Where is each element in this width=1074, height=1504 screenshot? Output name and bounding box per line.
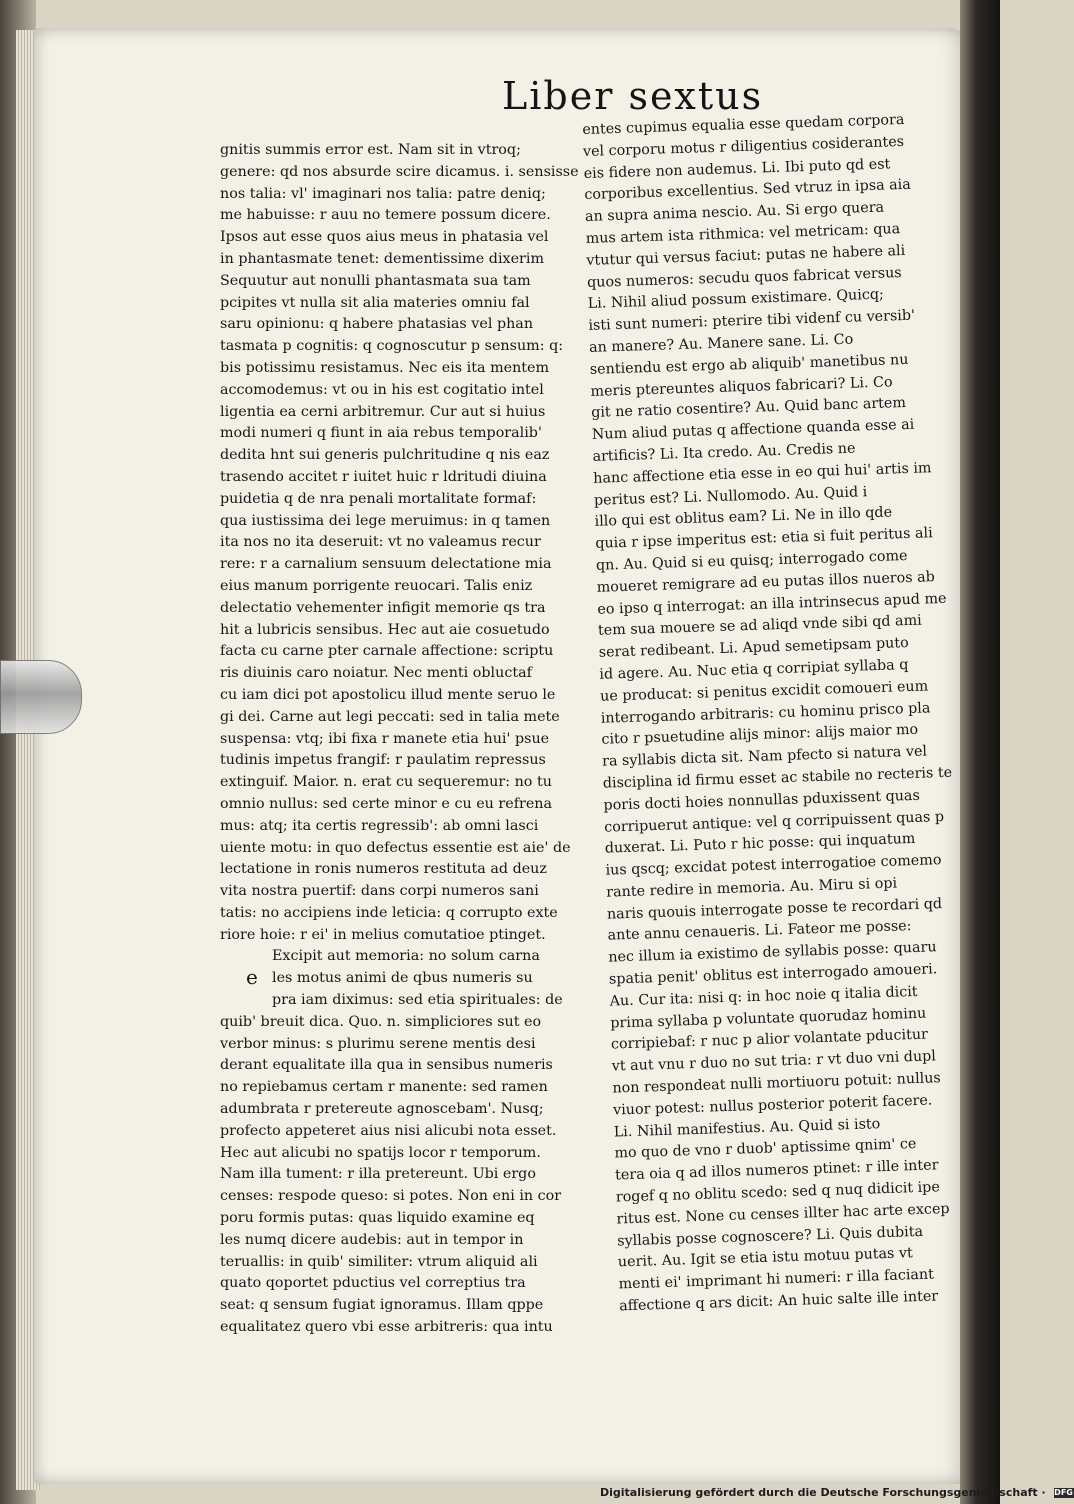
text-line: Num aliud putas q affectione quanda esse ai (591, 416, 915, 443)
text-line: git ne ratio cosentire? Au. Quid banc artem (590, 395, 907, 422)
text-line: rere: r a carnalium sensuum delectatione mia (220, 556, 552, 573)
text-line: quos numeros: secudu quos fabricat versus (586, 264, 902, 291)
text-line: ius qscq; excidat potest interrogatioe comemo (605, 852, 942, 879)
text-line: adumbrata r pretereute agnoscebam'. Nusq; (220, 1101, 544, 1118)
text-line: censes: respode queso: si potes. Non eni in cor (220, 1188, 562, 1205)
text-line: poru formis putas: quas liquido examine eq (220, 1210, 535, 1227)
text-line: Sequutur aut nonulli phantasmata sua tam (220, 272, 531, 289)
text-line: prima syllaba p voluntate quorudaz hominu (610, 1005, 927, 1032)
text-line: mus: atq; ita certis regressib': ab omni lasci (220, 817, 539, 834)
text-line: saru opinionu: q habere phatasias vel phan (220, 316, 534, 333)
text-line: hanc affectione etia esse in eo qui hui' artis im (593, 459, 932, 487)
text-line: disciplina id firmu esset ac stabile no recteris te (602, 764, 953, 792)
text-line: affectione q ars dicit: An huic salte ille inter (619, 1288, 939, 1315)
text-line: Au. Cur ita: nisi q: in hoc noie q italia dicit (609, 983, 918, 1010)
text-line: nos talia: vl' imaginari nos talia: patre deniq; (220, 185, 546, 202)
text-line: uerit. Au. Igit se etia istu motuu putas vt (617, 1245, 914, 1271)
text-line: uiente motu: in quo defectus essentie est aie' de (220, 839, 571, 856)
text-line: gnitis summis error est. Nam sit in vtroq; (220, 142, 521, 158)
text-line: suspensa: vtq; ibi fixa r manete etia hui' psue (220, 730, 550, 747)
text-line: artificis? Li. Ita credo. Au. Credis ne (592, 440, 856, 465)
text-line: les motus animi de qbus numeris su (272, 970, 533, 987)
text-line: illo qui est oblitus eam? Li. Ne in illo qde (594, 504, 893, 531)
text-line: eius manum porrigente reuocari. Talis eniz (220, 577, 533, 594)
text-line: id agere. Au. Nuc etia q corripiat syllaba q (599, 656, 909, 683)
text-line: ligentia ea cerni arbitremur. Cur aut si huius (220, 403, 546, 420)
text-line: verbor minus: s plurimu serene mentis desi (220, 1035, 536, 1052)
text-line: meris ptereuntes aliquos fabricari? Li. Co (590, 373, 893, 400)
text-line: duxerat. Li. Puto r hic posse: qui inquatum (604, 831, 916, 857)
text-line: syllabis posse cognoscere? Li. Quis dubita (616, 1223, 924, 1250)
text-line: isti sunt numeri: pterire tibi videnf cu versib' (588, 307, 916, 335)
text-line: trasendo accitet r iuitet huic r ldritudi diuina (220, 468, 547, 485)
text-line: qn. Au. Quid si eu quisq; interrogado come (595, 547, 908, 574)
text-line: Excipit aut memoria: no solum carna (272, 948, 540, 965)
text-line: tasmata p cognitis: q cognoscutur p sensum: q: (220, 338, 564, 355)
text-line: omnio nullus: sed certe minor e cu eu refrena (220, 795, 553, 812)
text-line: lectatione in ronis numeros restituta ad deuz (220, 861, 547, 878)
text-line: poris docti hoies nonnullas pduxissent quas (603, 787, 921, 814)
text-line: puidetia q de nra penali mortalitate formaf: (220, 490, 537, 507)
text-line: quato qoportet pductius vel correptius tra (220, 1275, 526, 1292)
text-line: non respondeat nulli mortiuoru potuit: nullus (612, 1070, 942, 1097)
text-line: dedita hnt sui generis pulchritudine q nis eaz (220, 447, 550, 464)
text-line: rante redire in memoria. Au. Miru si opi (606, 875, 898, 901)
text-line: qua iustissima dei lege meruimus: in q tamen (220, 512, 551, 529)
text-line: Hec aut alicubi no spatijs locor r temporum. (220, 1144, 541, 1161)
text-line: cito r psuetudine alijs minor: alijs maior mo (601, 722, 919, 749)
text-line: serat redibeant. Li. Apud semetipsam puto (598, 635, 909, 661)
text-line: seat: q sensum fugiat ignoramus. Illam qppe (220, 1297, 544, 1314)
text-line: teruallis: in quib' similiter: vtrum aliquid ali (220, 1253, 538, 1270)
text-line: accomodemus: vt ou in his est cogitatio intel (220, 381, 544, 398)
text-line: peritus est? Li. Nullomodo. Au. Quid i (593, 483, 868, 509)
text-line: rogef q no oblitu scedo: sed q nuq didicit ipe (615, 1179, 941, 1206)
text-line: pra iam diximus: sed etia spirituales: de (272, 992, 563, 1009)
text-line: ante annu cenaueris. Li. Fateor me posse: (607, 918, 912, 945)
text-line: gi dei. Carne aut legi peccati: sed in talia mete (220, 708, 560, 725)
text-line: quib' breuit dica. Quo. n. simpliciores sut eo (220, 1013, 542, 1030)
text-line: facta cu carne pter carnale affectione: scriptu (220, 643, 554, 660)
text-line: no repiebamus certam r manente: sed ramen (220, 1079, 548, 1096)
text-line: extinguif. Maior. n. erat cu sequeremur: no tu (220, 774, 552, 791)
text-line: Li. Nihil aliud possum existimare. Quicq; (587, 286, 885, 313)
text-line: me habuisse: r auu no temere possum dicere. (220, 207, 551, 224)
text-line: ritus est. None cu censes illter hac arte excep (616, 1200, 950, 1228)
text-line: profecto appeteret aius nisi alicubi nota esset. (220, 1122, 557, 1139)
text-column-right (582, 109, 972, 1315)
section-initial: e (246, 965, 258, 990)
text-line: pcipites vt nulla sit alia materies omniu fal (220, 294, 530, 311)
text-line: tera oia q ad illos numeros ptinet: r ille inter (614, 1157, 939, 1184)
text-line: an manere? Au. Manere sane. Li. Co (588, 331, 854, 356)
text-line: entes cupimus equalia esse quedam corpora (582, 111, 905, 138)
page-clip-icon (0, 660, 82, 734)
text-line: vt aut vnu r duo no sut tria: r vt duo vni dupl (611, 1048, 937, 1075)
text-line: vel corporu motus r diligentius cosiderantes (582, 133, 905, 160)
text-line: corripiebaf: r nuc p alior volantate pducitur (610, 1027, 929, 1054)
text-line: nec illum ia existimo de syllabis posse: quaru (608, 939, 937, 966)
text-line: in phantasmate tenet: dementissime dixerim (220, 250, 545, 267)
text-line: corporibus excellentius. Sed vtruz in ipsa aia (584, 177, 912, 204)
text-line: tudinis impetus frangif: r paulatim repressus (220, 752, 546, 769)
text-line: Ipsos aut esse quos aius meus in phatasia vel (220, 229, 549, 246)
text-line: equalitatez quero vbi esse arbitreris: qua intu (220, 1319, 553, 1336)
text-line: sentiendu est ergo ab aliquib' manetibus nu (589, 351, 909, 378)
text-line: corripuerut antique: vel q corripuissent quas p (603, 808, 945, 836)
text-line: Nam illa tument: r illa pretereunt. Ubi ergo (220, 1166, 536, 1183)
text-line: delectatio vehementer infigit memorie qs tra (220, 599, 546, 616)
text-line: hit a lubricis sensibus. Hec aut aie cosuetudo (220, 621, 550, 638)
text-line: viuor potest: nullus posterior poterit facere. (612, 1092, 933, 1119)
text-line: bis potissimu resistamus. Nec eis ita mentem (220, 359, 550, 376)
text-line: genere: qd nos absurde scire dicamus. i. sensisse (220, 163, 579, 180)
text-line: tem sua mouere se ad aliqd vnde sibi qd ami (597, 612, 922, 640)
text-line: spatia penit' oblitus est interrogado amoueri. (608, 961, 938, 988)
text-line: eo ipso q interrogat: an illa intrinsecus apud me (597, 590, 947, 618)
text-column-left (220, 140, 586, 1336)
text-line: quia r ipse imperitus est: etia si fuit peritus ali (595, 525, 933, 552)
text-line: ra syllabis dicta sit. Nam pfecto si natura vel (601, 743, 928, 770)
footer-text: Digitalisierung gefördert durch die Deutsche Forschungsgemeinschaft · (600, 1486, 1046, 1499)
text-line: vtutur qui versus faciut: putas ne habere ali (586, 242, 906, 269)
text-line: eis fidere non audemus. Li. Ibi puto qd est (583, 155, 891, 182)
digitization-footer (600, 1486, 1073, 1502)
text-line: naris quouis interrogate posse te recordari qd (606, 895, 943, 923)
text-line: derant equalitate illa qua in sensibus numeris (220, 1057, 553, 1074)
text-line: Li. Nihil manifestius. Au. Quid si isto (613, 1115, 881, 1141)
text-line: vita nostra puertif: dans corpi numeros sani (220, 883, 539, 900)
text-line: ita nos no ita deseruit: vt no valeamus recur (220, 534, 541, 551)
dfg-logo-icon: DFG (1054, 1488, 1073, 1497)
text-line: ris diuinis caro noiatur. Nec menti obluctaf (220, 665, 532, 682)
text-line: mo quo de vno r duob' aptissime qnim' ce (614, 1136, 917, 1162)
running-head: Liber sextus (502, 74, 764, 118)
text-line: modi numeri q fiunt in aia rebus temporalib' (220, 425, 542, 442)
text-line: mus artem ista rithmica: vel metricam: qua (585, 221, 901, 247)
text-line: cu iam dici pot apostolicu illud mente seruo le (220, 686, 556, 703)
text-line: ue producat: si penitus excidit comoueri eum (599, 678, 929, 705)
text-line: an supra anima nescio. Au. Si ergo quera (584, 199, 885, 226)
text-line: menti ei' imprimant hi numeri: r illa faciant (618, 1266, 935, 1293)
text-line: riore hoie: r ei' in melius comutatioe ptinget. (220, 926, 546, 943)
text-line: moueret remigrare ad eu putas illos nueros ab (596, 568, 935, 596)
text-line: les numq dicere audebis: aut in tempor in (220, 1231, 524, 1248)
text-line: interrogando arbitraris: cu hominu prisco pla (600, 699, 931, 727)
text-line: tatis: no accipiens inde leticia: q corrupto exte (220, 904, 558, 921)
